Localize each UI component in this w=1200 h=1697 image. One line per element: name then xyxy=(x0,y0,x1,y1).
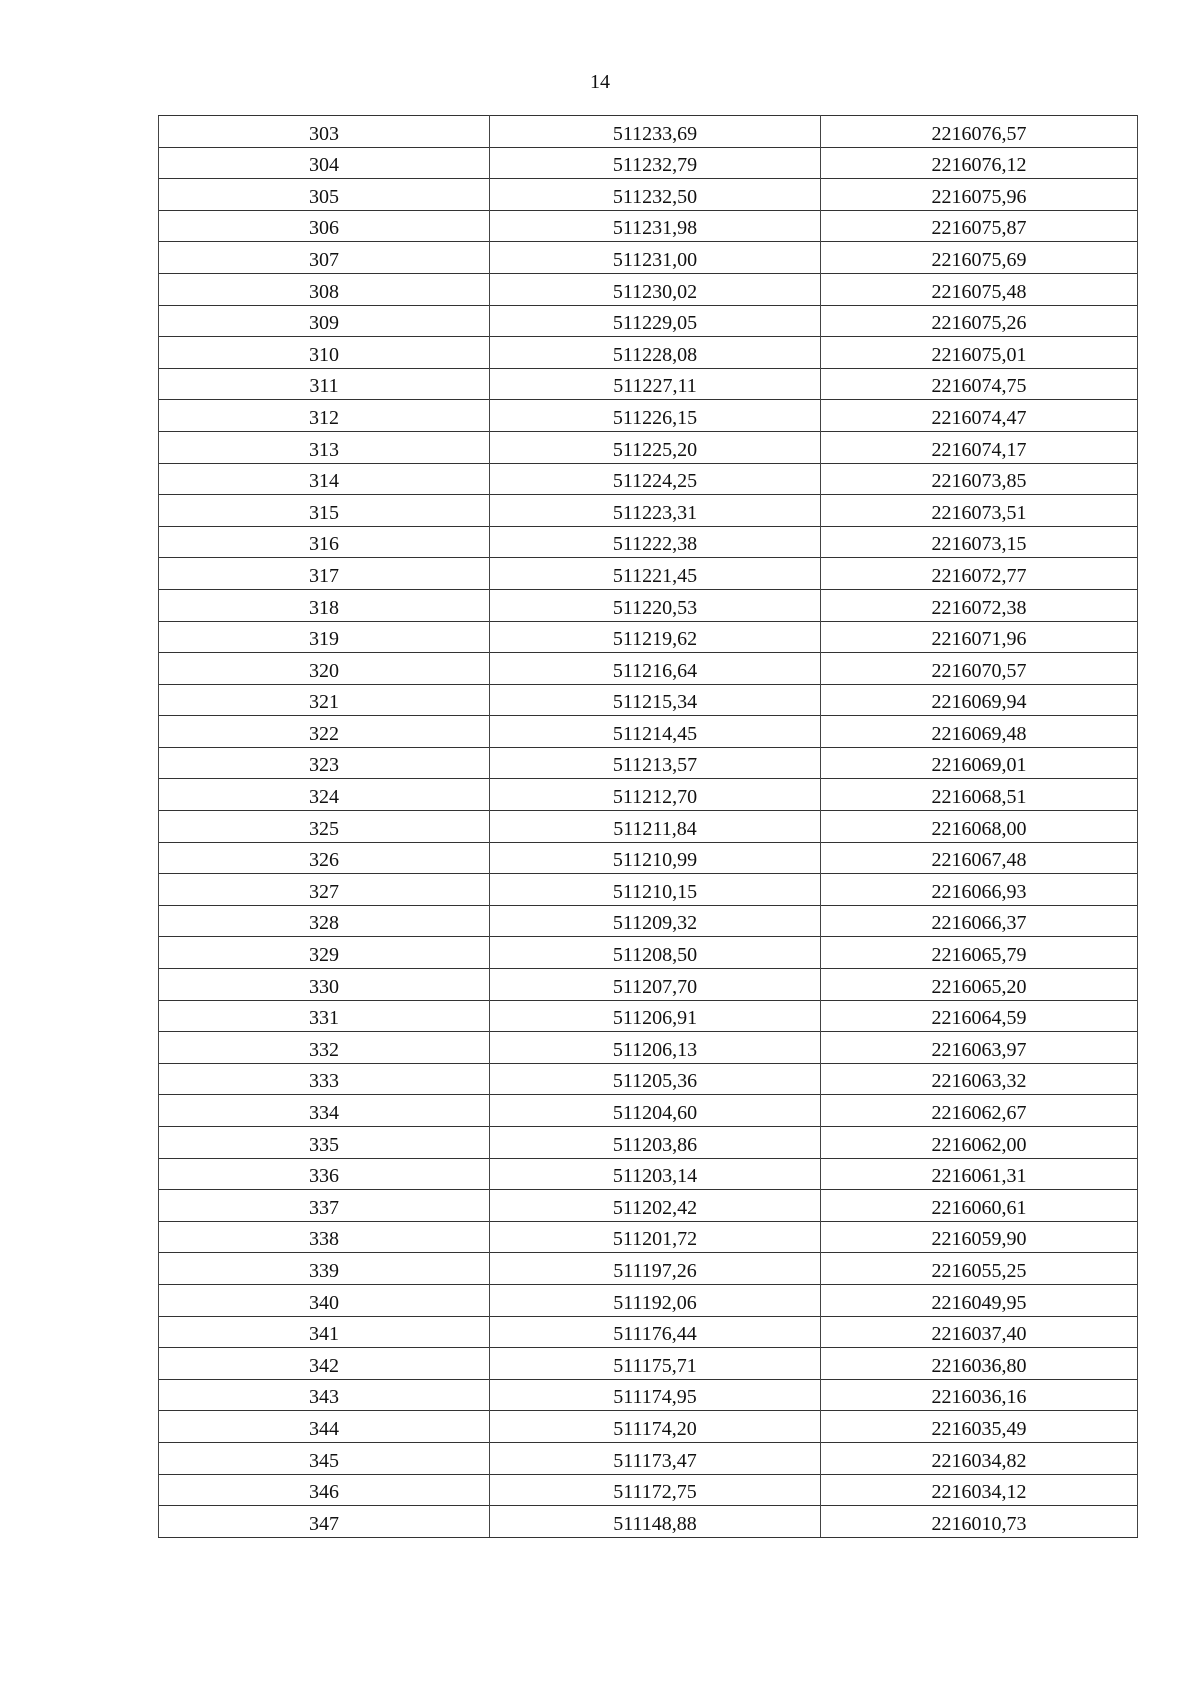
y-coordinate-cell: 2216066,93 xyxy=(821,874,1138,906)
y-coordinate-cell: 2216074,17 xyxy=(821,431,1138,463)
x-coordinate-cell: 511197,26 xyxy=(490,1253,821,1285)
table-row xyxy=(159,621,1138,653)
point-number-cell: 325 xyxy=(159,811,490,843)
y-coordinate-cell: 2216063,32 xyxy=(821,1063,1138,1095)
x-coordinate-cell: 511174,20 xyxy=(490,1411,821,1443)
point-number-cell: 311 xyxy=(159,368,490,400)
y-coordinate-cell: 2216067,48 xyxy=(821,842,1138,874)
x-coordinate-cell: 511226,15 xyxy=(490,400,821,432)
y-coordinate-cell: 2216074,47 xyxy=(821,400,1138,432)
point-number-cell: 334 xyxy=(159,1095,490,1127)
y-coordinate-cell: 2216034,82 xyxy=(821,1442,1138,1474)
y-coordinate-cell: 2216075,48 xyxy=(821,273,1138,305)
x-coordinate-cell: 511213,57 xyxy=(490,747,821,779)
y-coordinate-cell: 2216061,31 xyxy=(821,1158,1138,1190)
x-coordinate-cell: 511203,14 xyxy=(490,1158,821,1190)
y-coordinate-cell: 2216075,01 xyxy=(821,337,1138,369)
x-coordinate-cell: 511201,72 xyxy=(490,1221,821,1253)
x-coordinate-cell: 511176,44 xyxy=(490,1316,821,1348)
table-row xyxy=(159,1379,1138,1411)
point-number-cell: 312 xyxy=(159,400,490,432)
y-coordinate-cell: 2216075,96 xyxy=(821,179,1138,211)
table-row xyxy=(159,1442,1138,1474)
y-coordinate-cell: 2216073,15 xyxy=(821,526,1138,558)
x-coordinate-cell: 511225,20 xyxy=(490,431,821,463)
y-coordinate-cell: 2216049,95 xyxy=(821,1284,1138,1316)
y-coordinate-cell: 2216037,40 xyxy=(821,1316,1138,1348)
point-number-cell: 306 xyxy=(159,210,490,242)
point-number-cell: 344 xyxy=(159,1411,490,1443)
y-coordinate-cell: 2216010,73 xyxy=(821,1506,1138,1538)
point-number-cell: 345 xyxy=(159,1442,490,1474)
table-row xyxy=(159,1316,1138,1348)
coordinates-table xyxy=(158,115,1138,1538)
y-coordinate-cell: 2216065,79 xyxy=(821,937,1138,969)
x-coordinate-cell: 511175,71 xyxy=(490,1348,821,1380)
x-coordinate-cell: 511202,42 xyxy=(490,1190,821,1222)
point-number-cell: 309 xyxy=(159,305,490,337)
table-row xyxy=(159,147,1138,179)
table-row xyxy=(159,1063,1138,1095)
y-coordinate-cell: 2216072,38 xyxy=(821,589,1138,621)
table-row xyxy=(159,905,1138,937)
y-coordinate-cell: 2216073,85 xyxy=(821,463,1138,495)
point-number-cell: 330 xyxy=(159,969,490,1001)
x-coordinate-cell: 511219,62 xyxy=(490,621,821,653)
point-number-cell: 313 xyxy=(159,431,490,463)
y-coordinate-cell: 2216069,48 xyxy=(821,716,1138,748)
point-number-cell: 333 xyxy=(159,1063,490,1095)
y-coordinate-cell: 2216036,80 xyxy=(821,1348,1138,1380)
y-coordinate-cell: 2216074,75 xyxy=(821,368,1138,400)
table-row xyxy=(159,1158,1138,1190)
table-row xyxy=(159,116,1138,148)
coordinates-table-body xyxy=(159,116,1138,1538)
x-coordinate-cell: 511221,45 xyxy=(490,558,821,590)
x-coordinate-cell: 511224,25 xyxy=(490,463,821,495)
x-coordinate-cell: 511233,69 xyxy=(490,116,821,148)
y-coordinate-cell: 2216075,87 xyxy=(821,210,1138,242)
table-row xyxy=(159,1474,1138,1506)
y-coordinate-cell: 2216072,77 xyxy=(821,558,1138,590)
y-coordinate-cell: 2216063,97 xyxy=(821,1032,1138,1064)
point-number-cell: 307 xyxy=(159,242,490,274)
table-row xyxy=(159,779,1138,811)
x-coordinate-cell: 511231,00 xyxy=(490,242,821,274)
x-coordinate-cell: 511222,38 xyxy=(490,526,821,558)
y-coordinate-cell: 2216055,25 xyxy=(821,1253,1138,1285)
table-row xyxy=(159,1032,1138,1064)
point-number-cell: 335 xyxy=(159,1127,490,1159)
table-row xyxy=(159,1506,1138,1538)
point-number-cell: 303 xyxy=(159,116,490,148)
point-number-cell: 341 xyxy=(159,1316,490,1348)
x-coordinate-cell: 511205,36 xyxy=(490,1063,821,1095)
x-coordinate-cell: 511210,99 xyxy=(490,842,821,874)
x-coordinate-cell: 511230,02 xyxy=(490,273,821,305)
table-row xyxy=(159,368,1138,400)
point-number-cell: 340 xyxy=(159,1284,490,1316)
x-coordinate-cell: 511220,53 xyxy=(490,589,821,621)
y-coordinate-cell: 2216066,37 xyxy=(821,905,1138,937)
point-number-cell: 321 xyxy=(159,684,490,716)
y-coordinate-cell: 2216068,51 xyxy=(821,779,1138,811)
point-number-cell: 329 xyxy=(159,937,490,969)
y-coordinate-cell: 2216069,94 xyxy=(821,684,1138,716)
y-coordinate-cell: 2216076,57 xyxy=(821,116,1138,148)
point-number-cell: 339 xyxy=(159,1253,490,1285)
table-row xyxy=(159,589,1138,621)
x-coordinate-cell: 511208,50 xyxy=(490,937,821,969)
point-number-cell: 328 xyxy=(159,905,490,937)
table-row xyxy=(159,1348,1138,1380)
x-coordinate-cell: 511214,45 xyxy=(490,716,821,748)
y-coordinate-cell: 2216034,12 xyxy=(821,1474,1138,1506)
point-number-cell: 324 xyxy=(159,779,490,811)
y-coordinate-cell: 2216062,67 xyxy=(821,1095,1138,1127)
y-coordinate-cell: 2216062,00 xyxy=(821,1127,1138,1159)
point-number-cell: 338 xyxy=(159,1221,490,1253)
y-coordinate-cell: 2216035,49 xyxy=(821,1411,1138,1443)
point-number-cell: 319 xyxy=(159,621,490,653)
point-number-cell: 316 xyxy=(159,526,490,558)
x-coordinate-cell: 511209,32 xyxy=(490,905,821,937)
table-row xyxy=(159,179,1138,211)
y-coordinate-cell: 2216068,00 xyxy=(821,811,1138,843)
x-coordinate-cell: 511148,88 xyxy=(490,1506,821,1538)
x-coordinate-cell: 511232,50 xyxy=(490,179,821,211)
table-row xyxy=(159,1284,1138,1316)
table-row xyxy=(159,305,1138,337)
table-row xyxy=(159,874,1138,906)
x-coordinate-cell: 511231,98 xyxy=(490,210,821,242)
point-number-cell: 336 xyxy=(159,1158,490,1190)
table-row xyxy=(159,969,1138,1001)
point-number-cell: 346 xyxy=(159,1474,490,1506)
y-coordinate-cell: 2216070,57 xyxy=(821,653,1138,685)
y-coordinate-cell: 2216076,12 xyxy=(821,147,1138,179)
point-number-cell: 310 xyxy=(159,337,490,369)
point-number-cell: 323 xyxy=(159,747,490,779)
table-row xyxy=(159,273,1138,305)
y-coordinate-cell: 2216069,01 xyxy=(821,747,1138,779)
table-row xyxy=(159,1253,1138,1285)
x-coordinate-cell: 511173,47 xyxy=(490,1442,821,1474)
y-coordinate-cell: 2216075,26 xyxy=(821,305,1138,337)
point-number-cell: 315 xyxy=(159,495,490,527)
table-row xyxy=(159,653,1138,685)
x-coordinate-cell: 511203,86 xyxy=(490,1127,821,1159)
table-row xyxy=(159,811,1138,843)
y-coordinate-cell: 2216065,20 xyxy=(821,969,1138,1001)
point-number-cell: 343 xyxy=(159,1379,490,1411)
table-row xyxy=(159,716,1138,748)
point-number-cell: 331 xyxy=(159,1000,490,1032)
x-coordinate-cell: 511206,91 xyxy=(490,1000,821,1032)
x-coordinate-cell: 511172,75 xyxy=(490,1474,821,1506)
x-coordinate-cell: 511232,79 xyxy=(490,147,821,179)
x-coordinate-cell: 511212,70 xyxy=(490,779,821,811)
table-row xyxy=(159,1221,1138,1253)
table-row xyxy=(159,495,1138,527)
y-coordinate-cell: 2216075,69 xyxy=(821,242,1138,274)
point-number-cell: 320 xyxy=(159,653,490,685)
table-row xyxy=(159,842,1138,874)
x-coordinate-cell: 511216,64 xyxy=(490,653,821,685)
x-coordinate-cell: 511206,13 xyxy=(490,1032,821,1064)
x-coordinate-cell: 511192,06 xyxy=(490,1284,821,1316)
table-row xyxy=(159,747,1138,779)
y-coordinate-cell: 2216073,51 xyxy=(821,495,1138,527)
x-coordinate-cell: 511227,11 xyxy=(490,368,821,400)
x-coordinate-cell: 511210,15 xyxy=(490,874,821,906)
x-coordinate-cell: 511207,70 xyxy=(490,969,821,1001)
point-number-cell: 308 xyxy=(159,273,490,305)
table-row xyxy=(159,242,1138,274)
table-row xyxy=(159,337,1138,369)
point-number-cell: 322 xyxy=(159,716,490,748)
x-coordinate-cell: 511174,95 xyxy=(490,1379,821,1411)
table-row xyxy=(159,684,1138,716)
x-coordinate-cell: 511228,08 xyxy=(490,337,821,369)
table-row xyxy=(159,1095,1138,1127)
point-number-cell: 327 xyxy=(159,874,490,906)
point-number-cell: 342 xyxy=(159,1348,490,1380)
point-number-cell: 332 xyxy=(159,1032,490,1064)
point-number-cell: 304 xyxy=(159,147,490,179)
table-row xyxy=(159,526,1138,558)
x-coordinate-cell: 511204,60 xyxy=(490,1095,821,1127)
table-row xyxy=(159,1127,1138,1159)
table-row xyxy=(159,1411,1138,1443)
x-coordinate-cell: 511223,31 xyxy=(490,495,821,527)
y-coordinate-cell: 2216059,90 xyxy=(821,1221,1138,1253)
table-row xyxy=(159,937,1138,969)
point-number-cell: 318 xyxy=(159,589,490,621)
point-number-cell: 314 xyxy=(159,463,490,495)
point-number-cell: 305 xyxy=(159,179,490,211)
y-coordinate-cell: 2216071,96 xyxy=(821,621,1138,653)
x-coordinate-cell: 511229,05 xyxy=(490,305,821,337)
table-row xyxy=(159,431,1138,463)
table-row xyxy=(159,558,1138,590)
table-row xyxy=(159,463,1138,495)
y-coordinate-cell: 2216060,61 xyxy=(821,1190,1138,1222)
point-number-cell: 317 xyxy=(159,558,490,590)
point-number-cell: 337 xyxy=(159,1190,490,1222)
y-coordinate-cell: 2216064,59 xyxy=(821,1000,1138,1032)
table-row xyxy=(159,210,1138,242)
x-coordinate-cell: 511215,34 xyxy=(490,684,821,716)
table-row xyxy=(159,1190,1138,1222)
point-number-cell: 326 xyxy=(159,842,490,874)
x-coordinate-cell: 511211,84 xyxy=(490,811,821,843)
y-coordinate-cell: 2216036,16 xyxy=(821,1379,1138,1411)
point-number-cell: 347 xyxy=(159,1506,490,1538)
table-row xyxy=(159,1000,1138,1032)
page-number: 14 xyxy=(590,71,610,93)
table-row xyxy=(159,400,1138,432)
